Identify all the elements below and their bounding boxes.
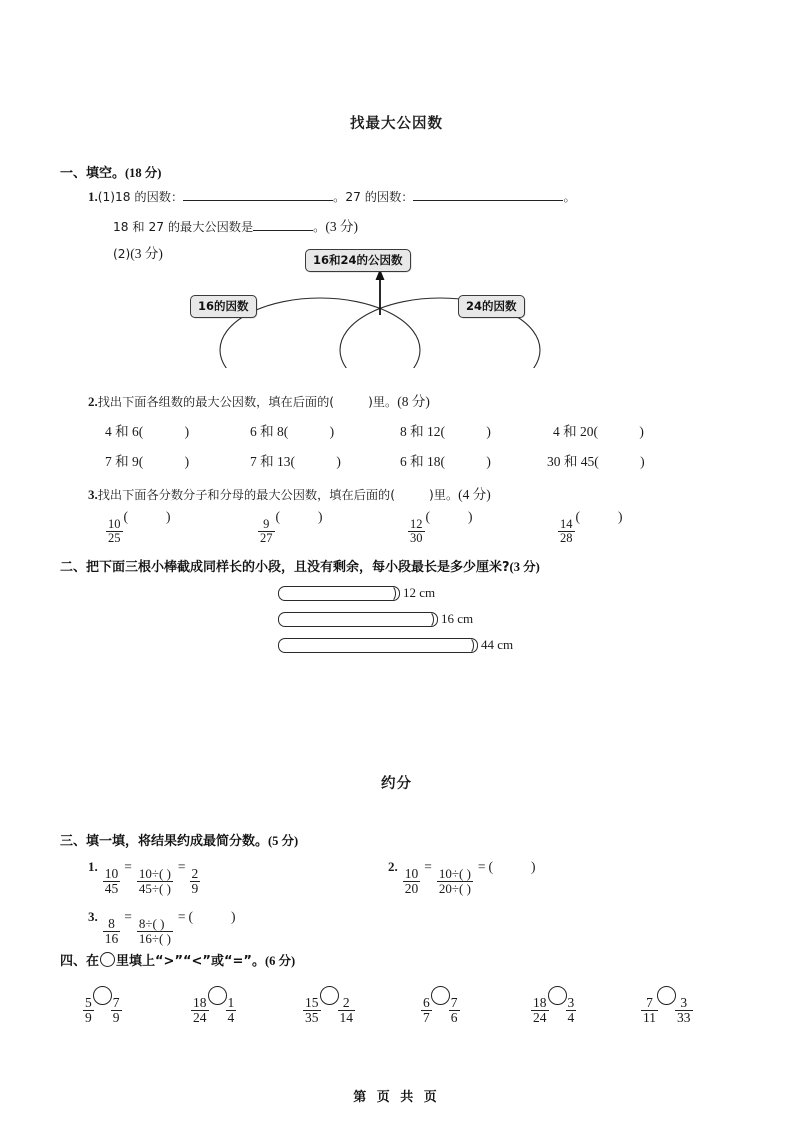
fraction-numerator: 5 — [85, 995, 92, 1011]
expression-numerator: 10÷( ) — [438, 865, 471, 881]
fraction-numerator: 8 — [108, 916, 115, 932]
question-3-fraction-row — [105, 508, 725, 545]
reduce-item-1-number: 1. — [88, 859, 98, 874]
fraction-denominator: 16 — [104, 931, 119, 947]
section-four-points: (6 分) — [264, 954, 296, 968]
question-2-text: 找出下面各组数的最大公因数，填在后面的( — [97, 395, 335, 409]
equals-sign-1b: = — [177, 859, 186, 874]
fraction-denominator: 9 — [112, 1010, 120, 1026]
fraction-numerator: 6 — [423, 995, 430, 1011]
fraction-12-30 — [408, 518, 425, 545]
fraction-numerator: 3 — [680, 995, 688, 1011]
section-one-label: 一、填空。 — [60, 166, 126, 181]
comparison-1[interactable] — [82, 986, 123, 1025]
comparison-5[interactable] — [530, 986, 577, 1025]
reduce-item-2-answer-open: ( — [488, 859, 494, 874]
section-three-heading — [60, 830, 298, 849]
pair-8-and-12[interactable] — [400, 420, 491, 440]
fraction-denominator: 33 — [677, 1010, 691, 1026]
reduce-item-1[interactable] — [88, 858, 201, 897]
pair-4-and-20-label: 4 和 20( — [553, 424, 598, 439]
period-a: 。 — [333, 190, 346, 204]
comparison-row — [60, 986, 740, 1026]
equals-sign-3b: = — [177, 909, 186, 924]
pair-4-and-6[interactable] — [105, 420, 189, 440]
comparison-4-circle[interactable] — [431, 986, 450, 1005]
answer-blank-27-factors[interactable] — [413, 188, 563, 201]
section-three-label: 三、填一填，将结果约成最简分数。 — [60, 834, 269, 849]
pair-30-and-45[interactable] — [547, 450, 645, 470]
section-four-heading — [60, 950, 295, 969]
comparison-2-circle[interactable] — [208, 986, 227, 1005]
comparison-6-right — [675, 996, 693, 1025]
venn-diagram — [190, 250, 570, 368]
question-1-line-2 — [113, 215, 358, 236]
pair-8-and-12-close: ) — [486, 424, 491, 439]
section-one-heading — [60, 162, 161, 181]
answer-paren-close: ) — [618, 509, 623, 524]
question-1-line2-points: (3 分) — [325, 219, 358, 234]
fraction-item-14-28[interactable] — [557, 508, 623, 545]
expression-denominator: 16÷( ) — [138, 931, 171, 947]
stick-label-12cm: 12 cm — [403, 585, 436, 600]
comparison-6-circle[interactable] — [657, 986, 676, 1005]
fraction-numerator: 10 — [108, 516, 121, 531]
fraction-denominator: 11 — [643, 1010, 656, 1026]
comparison-4-right — [449, 996, 460, 1025]
expression-denominator: 45÷( ) — [138, 881, 171, 897]
question-2-prompt — [88, 390, 430, 411]
venn-label-factors-of-16: 16的因数 — [190, 295, 257, 318]
section-two-label: 二、把下面三根小棒截成同样长的小段，且没有剩余，每小段最长是多少厘米? — [60, 560, 510, 575]
fraction-denominator: 28 — [560, 530, 573, 545]
section-one-points: (18 分) — [125, 166, 162, 180]
reduce-item-2-answer-close: ) — [531, 859, 536, 874]
expression-numerator: 10÷( ) — [138, 865, 171, 881]
page-footer: 第 页 共 页 — [353, 1090, 440, 1105]
pair-4-and-6-close: ) — [184, 424, 190, 439]
fraction-denominator: 30 — [410, 530, 423, 545]
fraction-numerator: 7 — [646, 995, 653, 1011]
section-four-label-b: 里填上“>”“<”或“=”。 — [116, 954, 265, 969]
answer-paren-close: ) — [318, 509, 323, 524]
stick-bar-12cm — [278, 586, 400, 601]
pair-6-and-18-close: ) — [486, 454, 491, 469]
stick-bar-16cm — [278, 612, 438, 627]
fraction-item-9-27[interactable] — [257, 508, 323, 545]
fraction-item-12-30[interactable] — [407, 508, 473, 545]
comparison-2-right — [226, 996, 237, 1025]
pair-30-and-45-label: 30 和 45( — [547, 454, 599, 469]
comparison-5-right — [566, 996, 577, 1025]
section-two-points: (3 分) — [509, 560, 540, 574]
reduce-item-1-left-fraction — [103, 867, 121, 896]
question-2-points: (8 分) — [397, 394, 430, 409]
pair-4-and-20-close: ) — [639, 424, 644, 439]
stick-label-44cm: 44 cm — [481, 637, 514, 652]
reduce-item-2[interactable] — [388, 858, 536, 897]
fraction-numerator: 7 — [450, 995, 458, 1011]
stick-bar-44cm — [278, 638, 478, 653]
answer-paren-open: ( — [123, 509, 128, 524]
fraction-denominator: 4 — [567, 1010, 575, 1026]
expression-numerator: 8÷( ) — [138, 915, 165, 931]
equals-sign-2a: = — [424, 859, 432, 874]
question-3-points: (4 分) — [458, 487, 491, 502]
pair-7-and-13[interactable] — [250, 450, 341, 470]
equals-sign-2b: = — [477, 859, 486, 874]
reduce-item-3-answer-close: ) — [231, 909, 236, 924]
venn-label-factors-of-24: 24的因数 — [458, 295, 525, 318]
comparison-2[interactable] — [190, 986, 237, 1025]
stick-row-12cm — [278, 585, 435, 601]
fraction-denominator: 9 — [85, 1010, 92, 1026]
comparison-5-left — [531, 996, 549, 1025]
answer-blank-18-factors[interactable] — [183, 188, 333, 201]
fraction-numerator: 14 — [560, 516, 573, 531]
reduce-item-3-expression[interactable] — [137, 917, 173, 947]
fraction-numerator: 3 — [567, 995, 575, 1011]
equals-sign-3a: = — [124, 909, 132, 924]
comparison-3-right — [338, 996, 356, 1025]
fraction-denominator: 4 — [227, 1010, 235, 1026]
question-3-text-tail: )里。 — [429, 488, 459, 502]
fraction-numerator: 15 — [305, 995, 319, 1011]
comparison-1-right — [111, 996, 122, 1025]
stick-row-44cm — [278, 637, 513, 653]
comparison-4[interactable] — [420, 986, 461, 1025]
fraction-numerator: 9 — [263, 516, 270, 531]
fraction-9-27 — [258, 518, 275, 545]
question-1-line2-period: 。 — [313, 220, 326, 234]
answer-paren-close: ) — [468, 509, 473, 524]
pair-7-and-9-label: 7 和 9( — [105, 454, 144, 469]
question-1-text-b: 27 的因数： — [345, 190, 414, 204]
comparison-6[interactable] — [640, 986, 694, 1025]
question-1-line-1 — [88, 188, 576, 206]
reduce-item-2-expression[interactable] — [437, 867, 473, 897]
stick-label-16cm: 16 cm — [441, 611, 474, 626]
reduce-item-2-number: 2. — [388, 859, 398, 874]
comparison-3-circle[interactable] — [320, 986, 339, 1005]
fraction-numerator: 18 — [533, 995, 547, 1011]
page-title-reduce-fractions: 约分 — [381, 776, 412, 792]
pair-4-and-6-label: 4 和 6( — [105, 424, 144, 439]
comparison-3[interactable] — [302, 986, 356, 1025]
reduce-item-3-answer-open: ( — [188, 909, 194, 924]
venn-label-common-factors: 16和24的公因数 — [305, 249, 411, 272]
answer-paren-open: ( — [275, 509, 280, 524]
answer-paren-open: ( — [575, 509, 580, 524]
equals-sign-1a: = — [124, 859, 132, 874]
question-2-number: 2. — [88, 394, 98, 409]
question-1b-line — [113, 242, 163, 263]
fraction-10-25 — [106, 518, 123, 545]
pair-6-and-8[interactable] — [250, 420, 334, 440]
fraction-denominator: 25 — [108, 530, 121, 545]
reduce-item-3-left-fraction — [103, 917, 121, 946]
section-four-label-a: 四、在 — [60, 954, 100, 969]
stick-row-16cm — [278, 611, 473, 627]
fraction-numerator: 10 — [104, 866, 119, 882]
fraction-denominator: 35 — [305, 1010, 319, 1026]
pair-7-and-9[interactable] — [105, 450, 189, 470]
question-3-text: 找出下面各分数分子和分母的最大公因数，填在后面的( — [97, 488, 396, 502]
answer-paren-open: ( — [425, 509, 430, 524]
pair-6-and-8-close: ) — [329, 424, 335, 439]
comparison-5-circle[interactable] — [548, 986, 567, 1005]
question-3-prompt — [88, 483, 491, 504]
pair-6-and-8-label: 6 和 8( — [250, 424, 289, 439]
section-three-points: (5 分) — [268, 834, 299, 848]
question-3-number: 3. — [88, 487, 98, 502]
pair-7-and-13-label: 7 和 13( — [250, 454, 295, 469]
question-1-line2-text: 18 和 27 的最大公因数是 — [113, 220, 254, 234]
fraction-denominator: 9 — [191, 881, 199, 897]
comparison-1-circle[interactable] — [93, 986, 112, 1005]
section-two-heading — [60, 556, 540, 575]
reduce-item-2-left-fraction — [403, 867, 421, 896]
fraction-numerator: 12 — [410, 516, 423, 531]
pair-6-and-18-label: 6 和 18( — [400, 454, 445, 469]
comparison-6-left — [641, 996, 658, 1025]
question-1b-points: (3 分) — [130, 246, 163, 261]
question-1-number: 1. — [88, 189, 98, 204]
fraction-denominator: 7 — [423, 1010, 430, 1026]
answer-paren-close: ) — [166, 509, 171, 524]
pair-4-and-20[interactable] — [553, 420, 644, 440]
page-title-find-gcd: 找最大公因数 — [350, 116, 443, 132]
question-1-sublabel: (1) — [97, 190, 116, 204]
fraction-denominator: 14 — [339, 1010, 353, 1026]
pair-30-and-45-close: ) — [640, 454, 645, 469]
fraction-numerator: 1 — [227, 995, 235, 1011]
fraction-item-10-25[interactable] — [105, 508, 171, 545]
pair-7-and-9-close: ) — [184, 454, 190, 469]
reduce-item-1-expression[interactable] — [137, 867, 173, 897]
circle-icon — [100, 952, 115, 967]
fraction-denominator: 27 — [260, 530, 273, 545]
fraction-denominator: 20 — [404, 881, 419, 897]
fraction-denominator: 6 — [450, 1010, 458, 1026]
comparison-1-left — [83, 996, 94, 1025]
fraction-denominator: 45 — [104, 881, 119, 897]
fraction-denominator: 24 — [533, 1010, 547, 1026]
question-1-text-a: 18 的因数： — [115, 190, 184, 204]
fraction-denominator: 24 — [193, 1010, 207, 1026]
question-2-text-tail: )里。 — [368, 395, 398, 409]
question-1b-label: (2) — [113, 247, 131, 261]
pair-8-and-12-label: 8 和 12( — [400, 424, 445, 439]
fraction-numerator: 18 — [193, 995, 207, 1011]
comparison-4-left — [421, 996, 432, 1025]
comparison-3-left — [303, 996, 321, 1025]
fraction-numerator: 2 — [342, 995, 350, 1011]
fraction-numerator: 7 — [112, 995, 120, 1011]
reduce-item-3[interactable] — [88, 908, 236, 947]
pair-7-and-13-close: ) — [336, 454, 341, 469]
fraction-numerator: 2 — [191, 866, 199, 882]
fraction-numerator: 10 — [404, 866, 419, 882]
expression-denominator: 20÷( ) — [438, 881, 471, 897]
reduce-item-1-result-fraction — [190, 867, 201, 896]
reduce-item-3-number: 3. — [88, 909, 98, 924]
comparison-2-left — [191, 996, 209, 1025]
pair-6-and-18[interactable] — [400, 450, 491, 470]
period-b: 。 — [563, 190, 576, 204]
answer-blank-gcd-18-27[interactable] — [253, 218, 313, 231]
fraction-14-28 — [558, 518, 575, 545]
